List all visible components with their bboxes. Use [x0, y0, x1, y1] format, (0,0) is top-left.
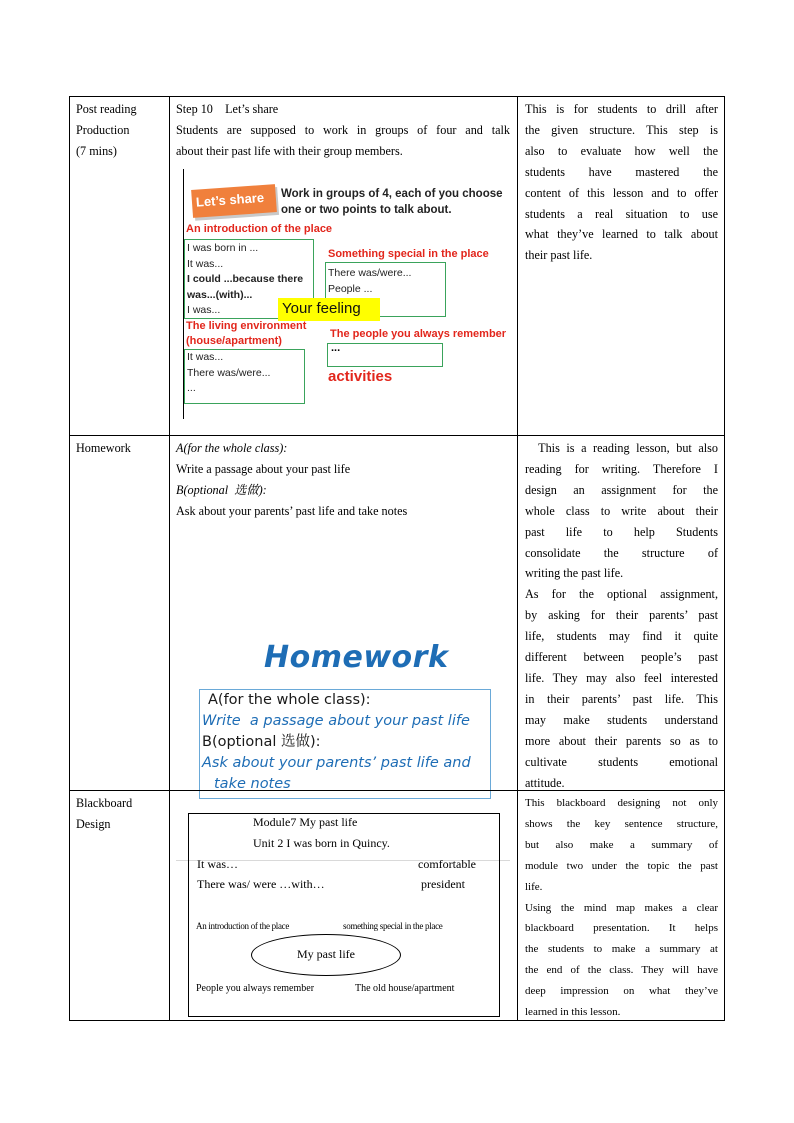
homework-purpose-cell: This is a reading lesson, but also reading for writing. Therefore I design an assignment for the whole class to write about their past life to help Students consolidate the structure of writing the past life. As for the optional assignment, by asking for their parents’ past life, students may find it quite different between people’s past life. They may also feel interested in their parents’ past life. This may make students understand more about their parents so as to cultivate students emotional attitude.: [525, 441, 718, 790]
board-line2-right: president: [421, 877, 465, 891]
board-special: something special in the place: [343, 921, 443, 931]
stage-cell: Homework: [76, 441, 131, 455]
purpose-cell: This is for students to drill after the given structure. This step is also to evaluate how well the students have mastered the content of this lesson and to offer students a real situation to use what they’ve learned to talk about their past life.: [525, 102, 718, 263]
homework-procedure-cell: [176, 438, 510, 522]
procedure-cell: [176, 99, 510, 162]
step-desc-1: Students are supposed to work in groups of four and talk: [176, 122, 510, 137]
lesson-plan-table: [69, 96, 725, 1021]
homework-slide-title: Homework: [264, 640, 449, 675]
step-desc-2: about their past life with their group members.: [176, 143, 403, 158]
people-box: [327, 343, 443, 367]
board-module: Module7 My past life: [253, 815, 358, 829]
activities-label: activities: [328, 368, 393, 385]
env-lines: It was... There was/were... ...: [187, 351, 271, 394]
homework-a-task: Write a passage about your past life: [176, 461, 351, 476]
board-center: My past life: [297, 947, 355, 961]
homework-b-label: B(optional 选做):: [176, 482, 267, 497]
row-blackboard: [69, 790, 725, 1021]
stage-cell: Post reading Production (7 mins): [76, 102, 137, 158]
board-unit: Unit 2 I was born in Quincy.: [253, 836, 390, 850]
homework-b-task: Ask about your parents’ past life and take notes: [176, 503, 408, 518]
board-line1-right: comfortable: [418, 857, 476, 871]
intro-heading: An introduction of the place: [186, 223, 333, 235]
stage-cell: Blackboard Design: [76, 796, 133, 831]
instruction-text: Work in groups of 4, each of you choose one or two points to talk about.: [281, 188, 503, 216]
env-heading: The living environment (house/apartment): [186, 320, 307, 347]
your-feeling-label: Your feeling: [278, 298, 380, 321]
step-title: Step 10 Let’s share: [176, 102, 279, 116]
blackboard-frame: [188, 813, 500, 1017]
homework-slide-text: A(for the whole class): Write a passage about your past life B(optional 选做): Ask about your parents’ past life and take notes: [202, 692, 471, 792]
special-heading: Something special in the place: [328, 248, 489, 260]
row-homework: [69, 435, 725, 791]
board-house: The old house/apartment: [355, 983, 455, 994]
board-people: People you always remember: [196, 983, 315, 994]
homework-a-label: A(for the whole class):: [176, 441, 288, 455]
board-intro: An introduction of the place: [196, 921, 290, 931]
people-heading: The people you always remember: [330, 328, 507, 340]
people-line: ...: [331, 342, 341, 354]
board-line2-left: There was/ were …with…: [197, 877, 325, 891]
row-post-reading: [69, 96, 725, 436]
lets-share-slide: [180, 169, 516, 429]
special-lines: There was/were... People ...: [328, 267, 412, 295]
board-line1-left: It was…: [197, 857, 238, 871]
blackboard-purpose-cell: This blackboard designing not only shows the key sentence structure, but also make a summary of module two under the topic the past life. Using the mind map makes a clear blackboard presentation. It helps the students to make a summary at the end of the class. They will have deep impression on what they’ve learned in this lesson.: [525, 797, 718, 1019]
intro-lines: I was born in ... It was... I could ...because there was...(with)... I was...: [187, 242, 304, 316]
lets-share-badge: Let’s share: [191, 184, 277, 218]
